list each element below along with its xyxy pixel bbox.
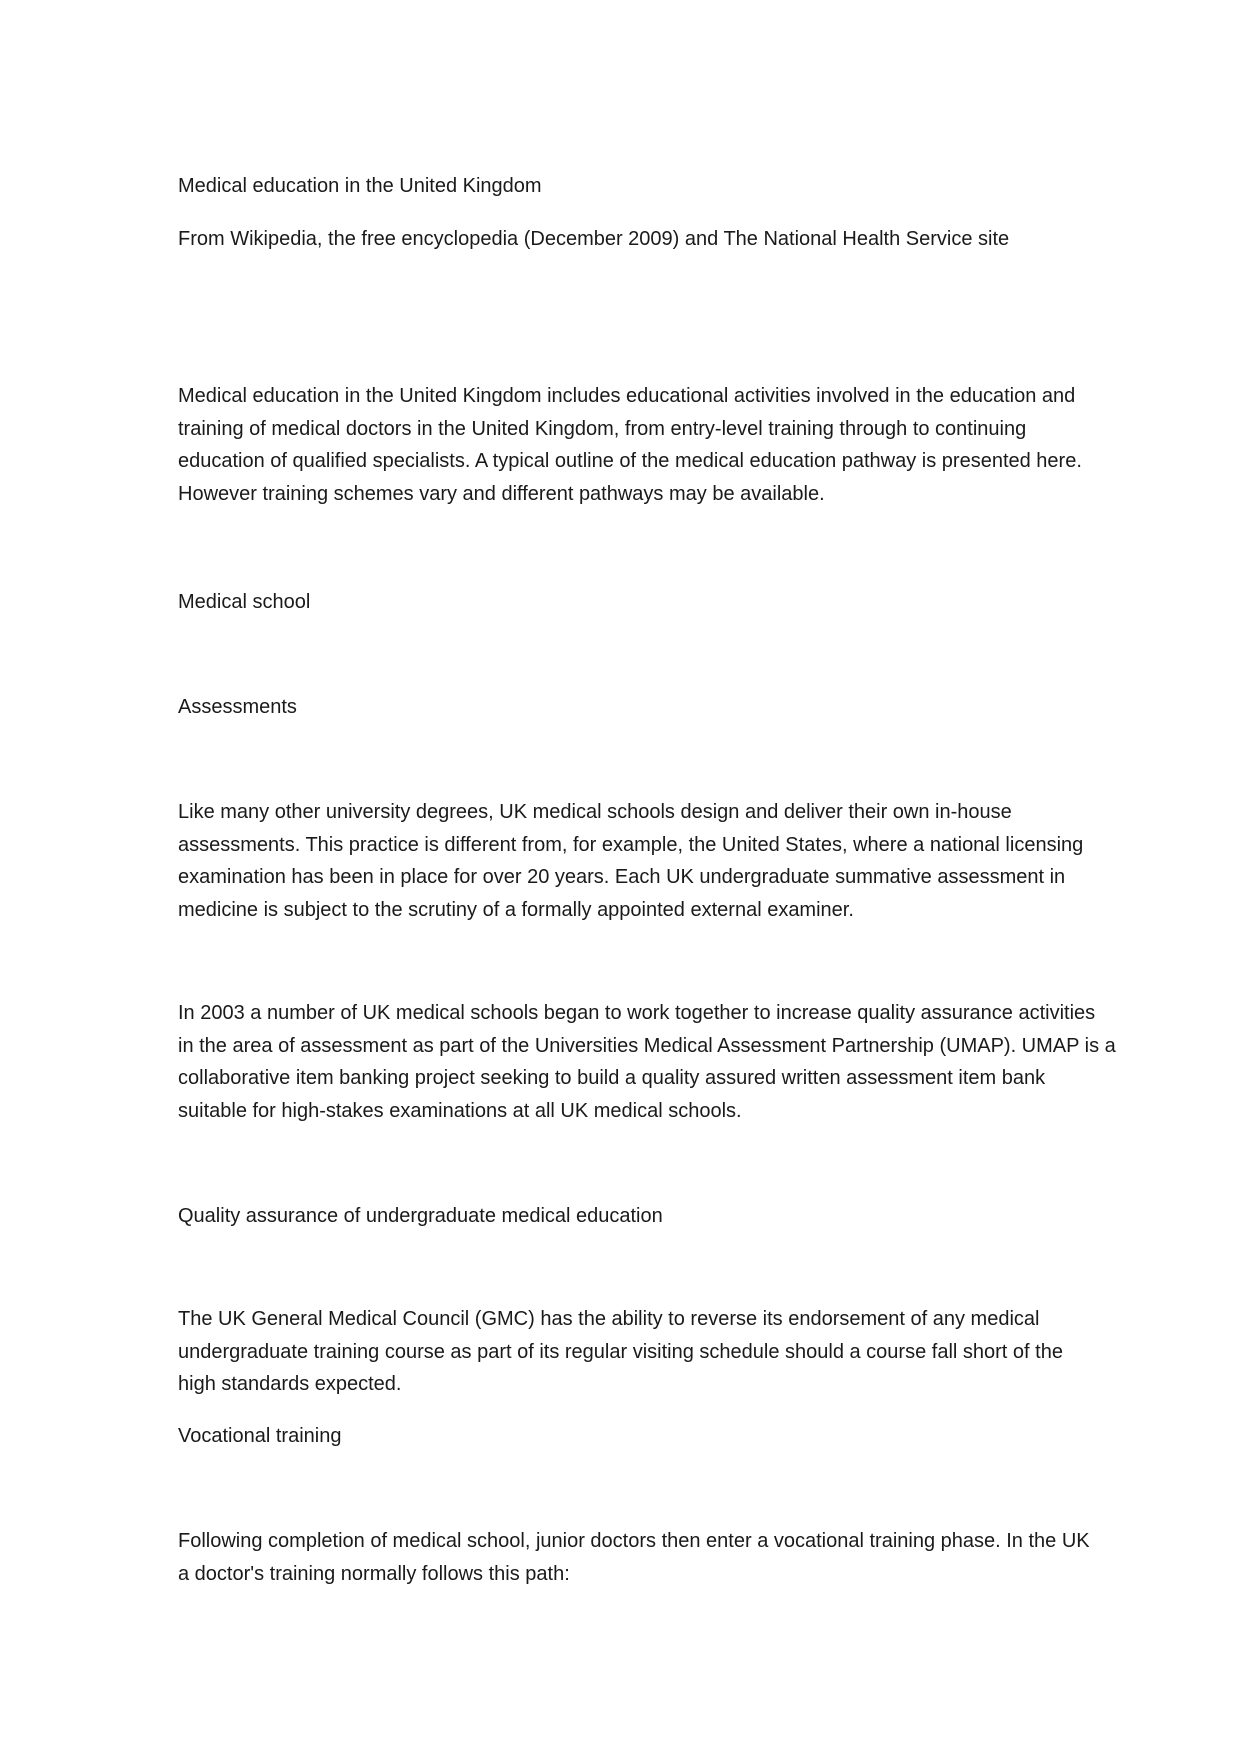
text-line: Following completion of medical school, junior doctors then enter a vocational training phase. In the UK [178, 1530, 1090, 1552]
text-line: Medical education in the United Kingdom includes educational activities involved in the education and [178, 385, 1076, 407]
text-line: Like many other university degrees, UK medical schools design and deliver their own in-house [178, 801, 1012, 823]
source-line: From Wikipedia, the free encyclopedia (December 2009) and The National Health Service site [178, 228, 1010, 250]
text-line: assessments. This practice is different from, for example, the United States, where a national licensing [178, 833, 1084, 856]
document-title: Medical education in the United Kingdom [178, 175, 542, 197]
text-line: high standards expected. [178, 1373, 402, 1395]
quality-paragraph [178, 1303, 1168, 1401]
vocational-paragraph [178, 1525, 1168, 1590]
text-line: in the area of assessment as part of the Universities Medical Assessment Partnership (UMAP). UMAP is a [178, 1034, 1116, 1057]
text-line: In 2003 a number of UK medical schools began to work together to increase quality assurance activities [178, 1002, 1096, 1024]
heading-vocational-training: Vocational training [178, 1425, 342, 1447]
text-line: suitable for high-stakes examinations at all UK medical schools. [178, 1099, 742, 1122]
text-line: However training schemes vary and different pathways may be available. [178, 482, 825, 505]
heading-medical-school: Medical school [178, 591, 311, 613]
heading-quality-assurance: Quality assurance of undergraduate medical education [178, 1205, 663, 1227]
heading-assessments: Assessments [178, 696, 297, 718]
text-line: collaborative item banking project seeking to build a quality assured written assessment item bank [178, 1067, 1046, 1089]
text-line: education of qualified specialists. A typical outline of the medical education pathway is presented here. [178, 450, 1082, 472]
text-line: undergraduate training course as part of its regular visiting schedule should a course fall short of the [178, 1340, 1063, 1363]
assessments-paragraph-2 [178, 997, 1168, 1127]
text-line: a doctor's training normally follows this path: [178, 1562, 570, 1585]
assessments-paragraph-1 [178, 796, 1168, 926]
text-line: training of medical doctors in the United Kingdom, from entry-level training through to continuing [178, 417, 1027, 440]
text-line: examination has been in place for over 20 years. Each UK undergraduate summative assessment in [178, 866, 1066, 888]
text-line: The UK General Medical Council (GMC) has the ability to reverse its endorsement of any medical [178, 1308, 1040, 1330]
text-line: medicine is subject to the scrutiny of a formally appointed external examiner. [178, 898, 854, 921]
intro-paragraph [178, 380, 1168, 510]
